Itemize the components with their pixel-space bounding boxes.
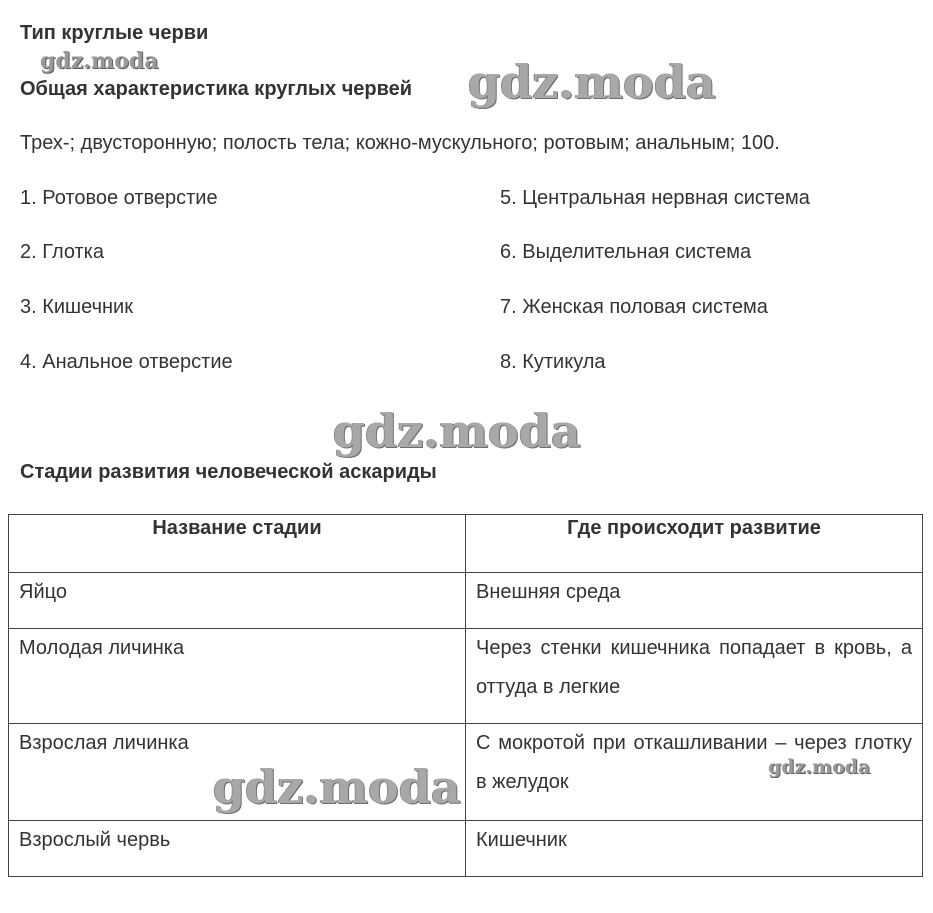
- stages-table: [8, 514, 923, 877]
- watermark: gdz.moda: [213, 760, 461, 814]
- answers-paragraph: Трех-; двусторонную; полость тела; кожно-мускульного; ротовым; анальным; 100.: [20, 132, 780, 154]
- table-header-cell: Название стадии: [9, 515, 466, 573]
- table-cell: С мокротой при откашливании – через глотку в желудок: [466, 724, 923, 821]
- table-header-cell: Где происходит развитие: [466, 515, 923, 573]
- watermark: gdz.moda: [468, 55, 716, 109]
- page-title: Тип круглые черви: [20, 22, 209, 44]
- watermark: gdz.moda: [768, 756, 871, 778]
- stages-title: Стадии развития человеческой аскариды: [20, 461, 437, 483]
- watermark: gdz.moda: [333, 404, 581, 458]
- table-cell: Яйцо: [9, 573, 466, 629]
- list-item: 6. Выделительная система: [500, 241, 752, 263]
- list-item: 7. Женская половая система: [500, 296, 768, 318]
- list-item: 1. Ротовое отверстие: [20, 187, 218, 209]
- list-item: 3. Кишечник: [20, 296, 133, 318]
- table-cell: Молодая личинка: [9, 629, 466, 724]
- table-cell: Кишечник: [466, 821, 923, 877]
- list-item: 8. Кутикула: [500, 351, 606, 373]
- table-cell: Взрослый червь: [9, 821, 466, 877]
- table-row: [9, 629, 923, 724]
- table-cell: Через стенки кишечника попадает в кровь, а оттуда в легкие: [466, 629, 923, 724]
- table-header-row: [9, 515, 923, 573]
- list-item: 2. Глотка: [20, 241, 104, 263]
- list-item: 4. Анальное отверстие: [20, 351, 233, 373]
- watermark: gdz.moda: [40, 48, 159, 74]
- table-cell: Взрослая личинка: [9, 724, 466, 821]
- table-cell: Внешняя среда: [466, 573, 923, 629]
- table-row: [9, 573, 923, 629]
- list-item: 5. Центральная нервная система: [500, 187, 810, 209]
- section-subtitle: Общая характеристика круглых червей: [20, 78, 413, 100]
- table-row: [9, 821, 923, 877]
